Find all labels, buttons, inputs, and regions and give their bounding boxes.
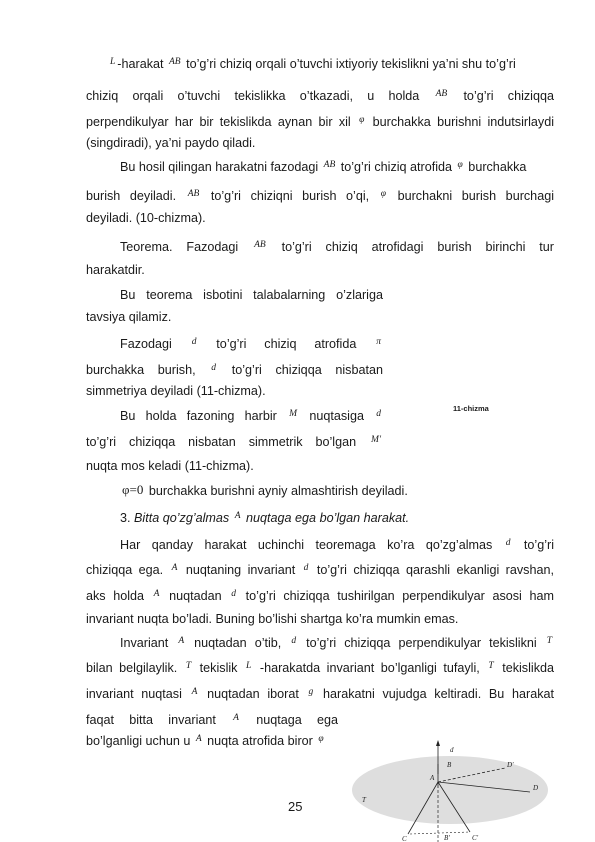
math-symbol: M' bbox=[371, 435, 381, 445]
figure-caption: 11-chizma bbox=[453, 404, 489, 413]
math-symbol: A bbox=[191, 687, 198, 697]
text-line bbox=[120, 337, 383, 354]
text-span: burchakka burishni indutsirlaydi bbox=[366, 115, 554, 129]
text-span: nuqtaning invariant bbox=[179, 563, 302, 577]
text-line bbox=[86, 563, 554, 580]
text-line: Bu teorema isbotini talabalarning o’zlariga bbox=[120, 288, 383, 302]
text-span: invariant nuqtasi bbox=[86, 687, 190, 701]
text-span: to’g’ri chiziq atrofida bbox=[337, 160, 456, 174]
text-span: tekislikda bbox=[495, 661, 554, 675]
text-line: harakatdir. bbox=[86, 263, 145, 277]
text-span: burish deyiladi. bbox=[86, 189, 186, 203]
text-span: Bu hosil qilingan harakatni fazodagi bbox=[120, 160, 322, 174]
text-line bbox=[86, 115, 554, 132]
text-span: chiziq orqali o’tuvchi tekislikka o’tkazadi, u holda bbox=[86, 89, 434, 103]
math-symbol: AB bbox=[169, 57, 181, 67]
text-span: to’g’ri chiziqqa qarashli ekanligi ravshan, bbox=[310, 563, 554, 577]
text-span: to’g’ri chiziqqa bbox=[449, 89, 554, 103]
math-symbol: d bbox=[191, 337, 197, 347]
text-span: burchakka burishni ayniy almashtirish deyiladi. bbox=[145, 484, 408, 498]
text-span: to’g’ri bbox=[512, 538, 554, 552]
math-symbol: d bbox=[505, 538, 511, 548]
math-symbol: T bbox=[546, 636, 552, 646]
math-symbol: A bbox=[178, 636, 185, 646]
text-span: burchakka bbox=[464, 160, 527, 174]
text-span: to’g’ri chiziq orqali o’tuvchi ixtiyoriy tekislikni ya’ni shu to’g’ri bbox=[182, 57, 516, 71]
figure-label: B' bbox=[444, 834, 450, 842]
math-symbol: L bbox=[246, 661, 252, 671]
math-symbol: A bbox=[233, 713, 239, 723]
text-line: deyiladi. (10-chizma). bbox=[86, 211, 206, 225]
text-span: Bu holda fazoning harbir bbox=[120, 409, 288, 423]
text-span: Invariant bbox=[120, 636, 177, 650]
text-span: Teorema. Fazodagi bbox=[120, 240, 253, 254]
text-line: tavsiya qilamiz. bbox=[86, 310, 172, 324]
text-line: nuqta mos keladi (11-chizma). bbox=[86, 459, 254, 473]
text-span: bilan belgilaylik. bbox=[86, 661, 184, 675]
figure-label: A bbox=[430, 774, 435, 782]
figure-label: D' bbox=[507, 761, 514, 769]
text-span: Bitta qo’zg’almas bbox=[134, 511, 233, 525]
math-symbol: φ bbox=[359, 115, 365, 125]
text-span: faqat bitta invariant bbox=[86, 713, 232, 727]
text-span: burchakni burish burchagi bbox=[388, 189, 554, 203]
math-symbol: φ bbox=[318, 734, 324, 744]
text-span: to’g’ri chiziqni burish o’qi, bbox=[201, 189, 379, 203]
text-span: nuqtadan o’tib, bbox=[186, 636, 290, 650]
math-symbol: d bbox=[231, 589, 237, 599]
text-span: nuqtadan iborat bbox=[199, 687, 307, 701]
text-span: nuqtaga ega bbox=[240, 713, 338, 727]
text-span: -harakat bbox=[117, 57, 167, 71]
text-line bbox=[86, 363, 383, 380]
text-span: to’g’ri chiziqqa nisbatan simmetrik bo’lgan bbox=[86, 435, 370, 449]
math-symbol: A bbox=[234, 511, 241, 521]
figure-label: D bbox=[533, 784, 539, 792]
text-span: 3. bbox=[120, 511, 135, 525]
text-span: Har qanday harakat uchinchi teoremaga ko’ra qo’zg’almas bbox=[120, 538, 504, 552]
text-line bbox=[86, 661, 554, 678]
text-span: nuqtasiga bbox=[299, 409, 375, 423]
math-symbol: M bbox=[289, 409, 298, 419]
axis-arrow bbox=[436, 740, 440, 746]
figure-label: C' bbox=[472, 834, 479, 842]
text-line bbox=[108, 57, 554, 74]
text-span: to’g’ri chiziqqa nisbatan bbox=[218, 363, 383, 377]
text-span: to’g’ri chiziqqa perpendikulyar tekislikni bbox=[298, 636, 545, 650]
text-span: tekislik bbox=[193, 661, 245, 675]
math-symbol: T bbox=[185, 661, 192, 671]
text-line bbox=[86, 435, 383, 452]
text-span: to’g’ri chiziq atrofida bbox=[198, 337, 375, 351]
math-symbol: φ=0 bbox=[122, 482, 144, 497]
math-symbol: L bbox=[110, 57, 116, 67]
figure-label: d bbox=[450, 746, 454, 754]
text-line bbox=[120, 240, 554, 257]
text-line: invariant nuqta bo’ladi. Buning bo’lishi shartga ko’ra mumkin emas. bbox=[86, 612, 459, 626]
math-symbol: AB bbox=[435, 89, 448, 99]
math-symbol: A bbox=[153, 589, 160, 599]
math-symbol: AB bbox=[323, 160, 336, 170]
math-symbol: AB bbox=[254, 240, 266, 250]
text-span: -harakatda invariant bo’lganligi tufayli, bbox=[253, 661, 487, 675]
math-symbol: AB bbox=[187, 189, 200, 199]
math-symbol: d bbox=[303, 563, 309, 573]
math-symbol: φ bbox=[457, 160, 463, 170]
text-span: nuqtadan bbox=[161, 589, 230, 603]
text-span: aks holda bbox=[86, 589, 152, 603]
text-span: to’g’ri chiziqqa tushirilgan perpendikulyar asosi ham bbox=[238, 589, 554, 603]
text-span: bo’lganligi uchun u bbox=[86, 734, 194, 748]
text-span: perpendikulyar har bir tekislikda aynan bir xil bbox=[86, 115, 358, 129]
math-symbol: φ bbox=[380, 189, 387, 199]
math-symbol: A bbox=[195, 734, 202, 744]
text-span: Fazodagi bbox=[120, 337, 190, 351]
text-span: harakatni vujudga keltiradi. Bu harakat bbox=[315, 687, 554, 701]
text-line: (singdiradi), ya’ni paydo qiladi. bbox=[86, 136, 256, 150]
math-symbol: A bbox=[171, 563, 178, 573]
math-symbol: d bbox=[211, 363, 217, 373]
text-span: burchakka burish, bbox=[86, 363, 210, 377]
math-symbol: T bbox=[488, 661, 494, 671]
figure-label: T bbox=[362, 796, 366, 804]
figure-label: B bbox=[447, 761, 452, 769]
text-line bbox=[86, 687, 554, 704]
math-symbol: g bbox=[308, 687, 314, 697]
text-line bbox=[120, 483, 554, 499]
text-line bbox=[86, 189, 554, 206]
text-line bbox=[86, 89, 554, 106]
text-line bbox=[86, 713, 338, 730]
text-line bbox=[120, 636, 554, 653]
text-line bbox=[120, 538, 554, 555]
rotation-figure bbox=[350, 740, 550, 842]
page-number: 25 bbox=[288, 799, 303, 814]
text-span: nuqta atrofida biror bbox=[203, 734, 317, 748]
section-heading bbox=[120, 511, 554, 528]
math-symbol: d bbox=[291, 636, 297, 646]
text-line bbox=[86, 589, 554, 606]
text-span: nuqtaga ega bo’lgan harakat. bbox=[242, 511, 410, 525]
text-line bbox=[120, 160, 554, 177]
text-line bbox=[120, 409, 383, 426]
text-span: chiziqqa ega. bbox=[86, 563, 170, 577]
figure-label: C bbox=[402, 835, 407, 842]
math-symbol: d bbox=[376, 409, 381, 419]
text-span: to’g’ri chiziq atrofidagi burish birinchi tur bbox=[267, 240, 554, 254]
math-symbol: π bbox=[376, 337, 381, 347]
text-line: simmetriya deyiladi (11-chizma). bbox=[86, 384, 266, 398]
segment-cc-prime bbox=[410, 832, 470, 834]
